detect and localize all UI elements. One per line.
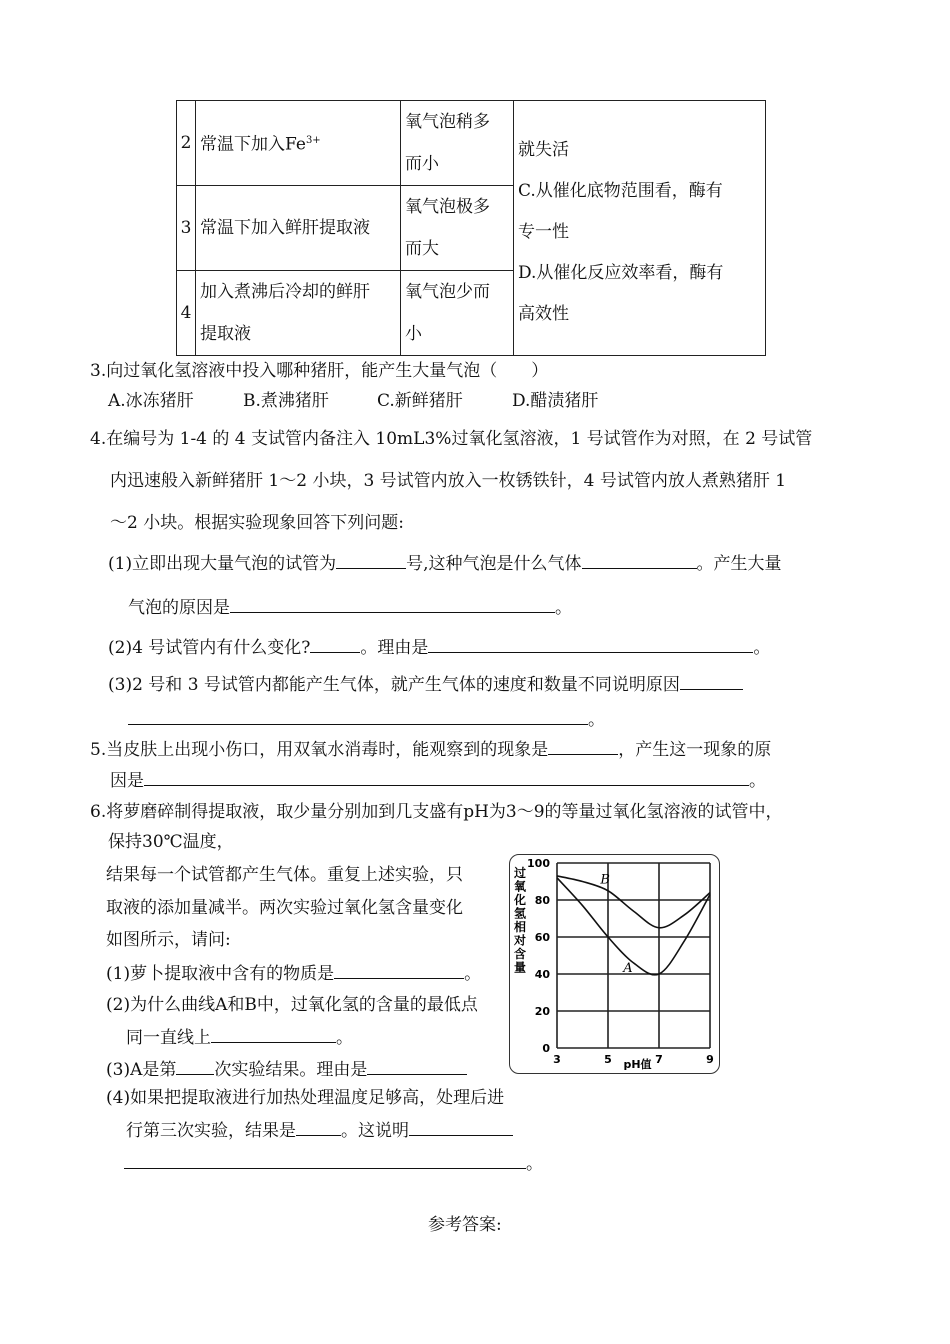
q3-option-b: B.煮沸猪肝 <box>243 391 329 411</box>
result-line: 而小 <box>405 154 439 174</box>
answer-blank[interactable] <box>230 592 555 613</box>
series-line-A <box>557 878 710 975</box>
row-result <box>401 101 514 186</box>
y-tick-label: 40 <box>534 968 550 981</box>
text: 。 <box>749 771 766 791</box>
answers-title: 参考答案: <box>428 1215 502 1235</box>
row-condition: 常温下加入鲜肝提取液 <box>196 186 401 271</box>
text: 。 <box>526 1154 543 1174</box>
q6-sub3 <box>106 1054 467 1080</box>
answer-blank[interactable] <box>144 765 749 786</box>
text: (3)2 号和 3 号试管内都能产生气体，就产生气体的速度和数量不同说明原因 <box>108 675 680 695</box>
row-condition <box>196 101 401 186</box>
q4-sub1-cont <box>128 592 572 618</box>
q4-stem-line: 4.在编号为 1-4 的 4 支试管内备注入 10mL3%过氧化氢溶液，1 号试管作为对照，在 2 号试管 <box>90 429 813 449</box>
y-axis-label-char: 相 <box>513 920 527 934</box>
q3-option-a: A.冰冻猪肝 <box>108 391 194 411</box>
q3-stem: 3.向过氧化氢溶液中投入哪种猪肝，能产生大量气泡（ ） <box>90 361 549 381</box>
y-axis-label-char: 量 <box>513 960 527 975</box>
q4-stem-line: ～2 小块。根据实验现象回答下列问题: <box>110 513 404 533</box>
y-tick-label: 80 <box>534 894 550 907</box>
answer-blank[interactable] <box>409 1115 513 1136</box>
series-label-A: A <box>623 961 633 977</box>
conclusion-line: C.从催化底物范围看，酶有 <box>518 180 723 201</box>
y-axis-label-char: 过 <box>513 866 527 880</box>
q6-stem-line: 结果每一个试管都产生气体。重复上述实验，只 <box>106 865 463 885</box>
q6-sub2-cont <box>126 1022 353 1048</box>
text: 5.当皮肤上出现小伤口，用双氧水消毒时，能观察到的现象是 <box>90 740 549 760</box>
answer-blank[interactable] <box>428 632 753 653</box>
series-label-B: B <box>600 872 610 888</box>
answer-blank[interactable] <box>176 1054 214 1075</box>
result-line: 氧气泡稍多 <box>405 112 490 132</box>
q3-option-d: D.醋渍猪肝 <box>512 391 599 411</box>
y-tick-label: 20 <box>534 1005 550 1018</box>
q6-sub1 <box>106 958 481 984</box>
row-number: 3 <box>177 186 196 271</box>
result-line: 氧气泡少而 <box>405 282 490 302</box>
q6-sub4-cont <box>126 1115 513 1141</box>
condition-line: 加入煮沸后冷却的鲜肝 <box>200 282 370 302</box>
conclusion-line: D.从催化反应效率看，酶有 <box>518 262 724 283</box>
y-axis-label-char: 含 <box>513 947 527 961</box>
answer-blank[interactable] <box>548 734 618 755</box>
y-tick-label: 60 <box>534 931 550 944</box>
q4-stem-line: 内迅速般入新鲜猪肝 1～2 小块，3 号试管内放入一枚锈铁针，4 号试管内放人煮熟猪肝 1 <box>110 471 787 491</box>
text: 。 <box>464 964 482 984</box>
q6-stem-line: 如图所示，请问: <box>106 930 231 950</box>
q4-sub1 <box>108 548 782 574</box>
result-line: 而大 <box>405 239 439 259</box>
text: 。 <box>588 710 605 730</box>
conclusion-cell <box>514 101 766 356</box>
x-tick-label: 9 <box>706 1053 714 1066</box>
conclusion-line: 高效性 <box>518 303 569 324</box>
row-number: 2 <box>177 101 196 186</box>
text: 。理由是 <box>360 638 429 658</box>
text: 同一直线上 <box>126 1028 211 1048</box>
text: (2)4 号试管内有什么变化? <box>108 638 311 658</box>
row-result <box>401 271 514 356</box>
x-tick-label: 5 <box>604 1053 612 1066</box>
x-tick-label: 3 <box>553 1053 561 1066</box>
q4-sub2 <box>108 632 770 658</box>
y-tick-label: 100 <box>527 857 550 870</box>
answer-blank[interactable] <box>582 548 697 569</box>
ion-charge: 3+ <box>305 135 321 147</box>
text: 因是 <box>110 771 144 791</box>
answer-blank[interactable] <box>124 1148 526 1169</box>
table-row <box>177 101 766 186</box>
text: 。 <box>753 638 771 658</box>
text: 次实验结果。理由是 <box>214 1060 368 1080</box>
experiment-table <box>176 100 766 356</box>
q6-stem-line: 保持30℃温度， <box>108 832 234 852</box>
row-result <box>401 186 514 271</box>
y-axis-label-char: 氧 <box>513 879 527 894</box>
answer-blank[interactable] <box>128 704 588 725</box>
condition-line: 提取液 <box>200 324 251 344</box>
text: (1)立即出现大量气泡的试管为 <box>108 554 337 574</box>
y-axis-label-char: 化 <box>513 893 527 907</box>
text: ，产生这一现象的原 <box>618 740 772 760</box>
q6-sub4: (4)如果把提取液进行加热处理温度足够高，处理后进 <box>106 1088 505 1108</box>
y-axis-label-char: 氢 <box>513 906 527 921</box>
text: 。这说明 <box>341 1121 409 1141</box>
y-axis-label-char: 对 <box>513 933 527 948</box>
x-tick-label: 7 <box>655 1053 663 1066</box>
q4-sub3-cont <box>128 704 605 730</box>
text: 行第三次实验，结果是 <box>126 1121 296 1141</box>
answer-blank[interactable] <box>680 669 743 690</box>
q6-stem-line: 6.将萝磨碎制得提取液，取少量分别加到几支盛有pH为3～9的等量过氧化氢溶液的试管中， <box>90 802 783 822</box>
q3-option-c: C.新鲜猪肝 <box>377 391 463 411</box>
answer-blank[interactable] <box>310 632 360 653</box>
result-line: 小 <box>405 324 422 344</box>
answer-blank[interactable] <box>211 1022 336 1043</box>
text: (1)萝卜提取液中含有的物质是 <box>106 964 335 984</box>
q5-line2 <box>110 765 766 791</box>
row-condition <box>196 271 401 356</box>
answer-blank[interactable] <box>296 1115 341 1136</box>
q6-stem-line: 取液的添加量减半。两次实验过氧化氢含量变化 <box>106 898 463 918</box>
conclusion-line: 专一性 <box>518 221 569 242</box>
text: 。 <box>555 598 572 618</box>
y-tick-label: 0 <box>542 1042 550 1055</box>
answer-blank[interactable] <box>367 1054 467 1075</box>
answer-blank[interactable] <box>336 548 406 569</box>
text: 。 <box>336 1028 353 1048</box>
q5-line1 <box>90 734 771 760</box>
text: 气泡的原因是 <box>128 598 230 618</box>
x-axis-label: pH值 <box>623 1058 652 1071</box>
q6-sub2: (2)为什么曲线A和B中，过氧化氢的含量的最低点 <box>106 995 478 1015</box>
condition-text: 常温下加入Fe <box>200 134 306 155</box>
q4-sub3 <box>108 669 743 695</box>
row-number: 4 <box>177 271 196 356</box>
line-chart <box>510 855 719 1073</box>
answer-blank[interactable] <box>334 958 464 979</box>
text: 。产生大量 <box>696 554 782 574</box>
result-line: 氧气泡极多 <box>405 197 490 217</box>
ph-chart <box>509 854 720 1074</box>
text: 号,这种气泡是什么气体 <box>406 554 582 574</box>
conclusion-line: 就失活 <box>518 139 569 160</box>
q6-sub4-cont2 <box>124 1148 543 1174</box>
text: (3)A是第 <box>106 1060 177 1080</box>
